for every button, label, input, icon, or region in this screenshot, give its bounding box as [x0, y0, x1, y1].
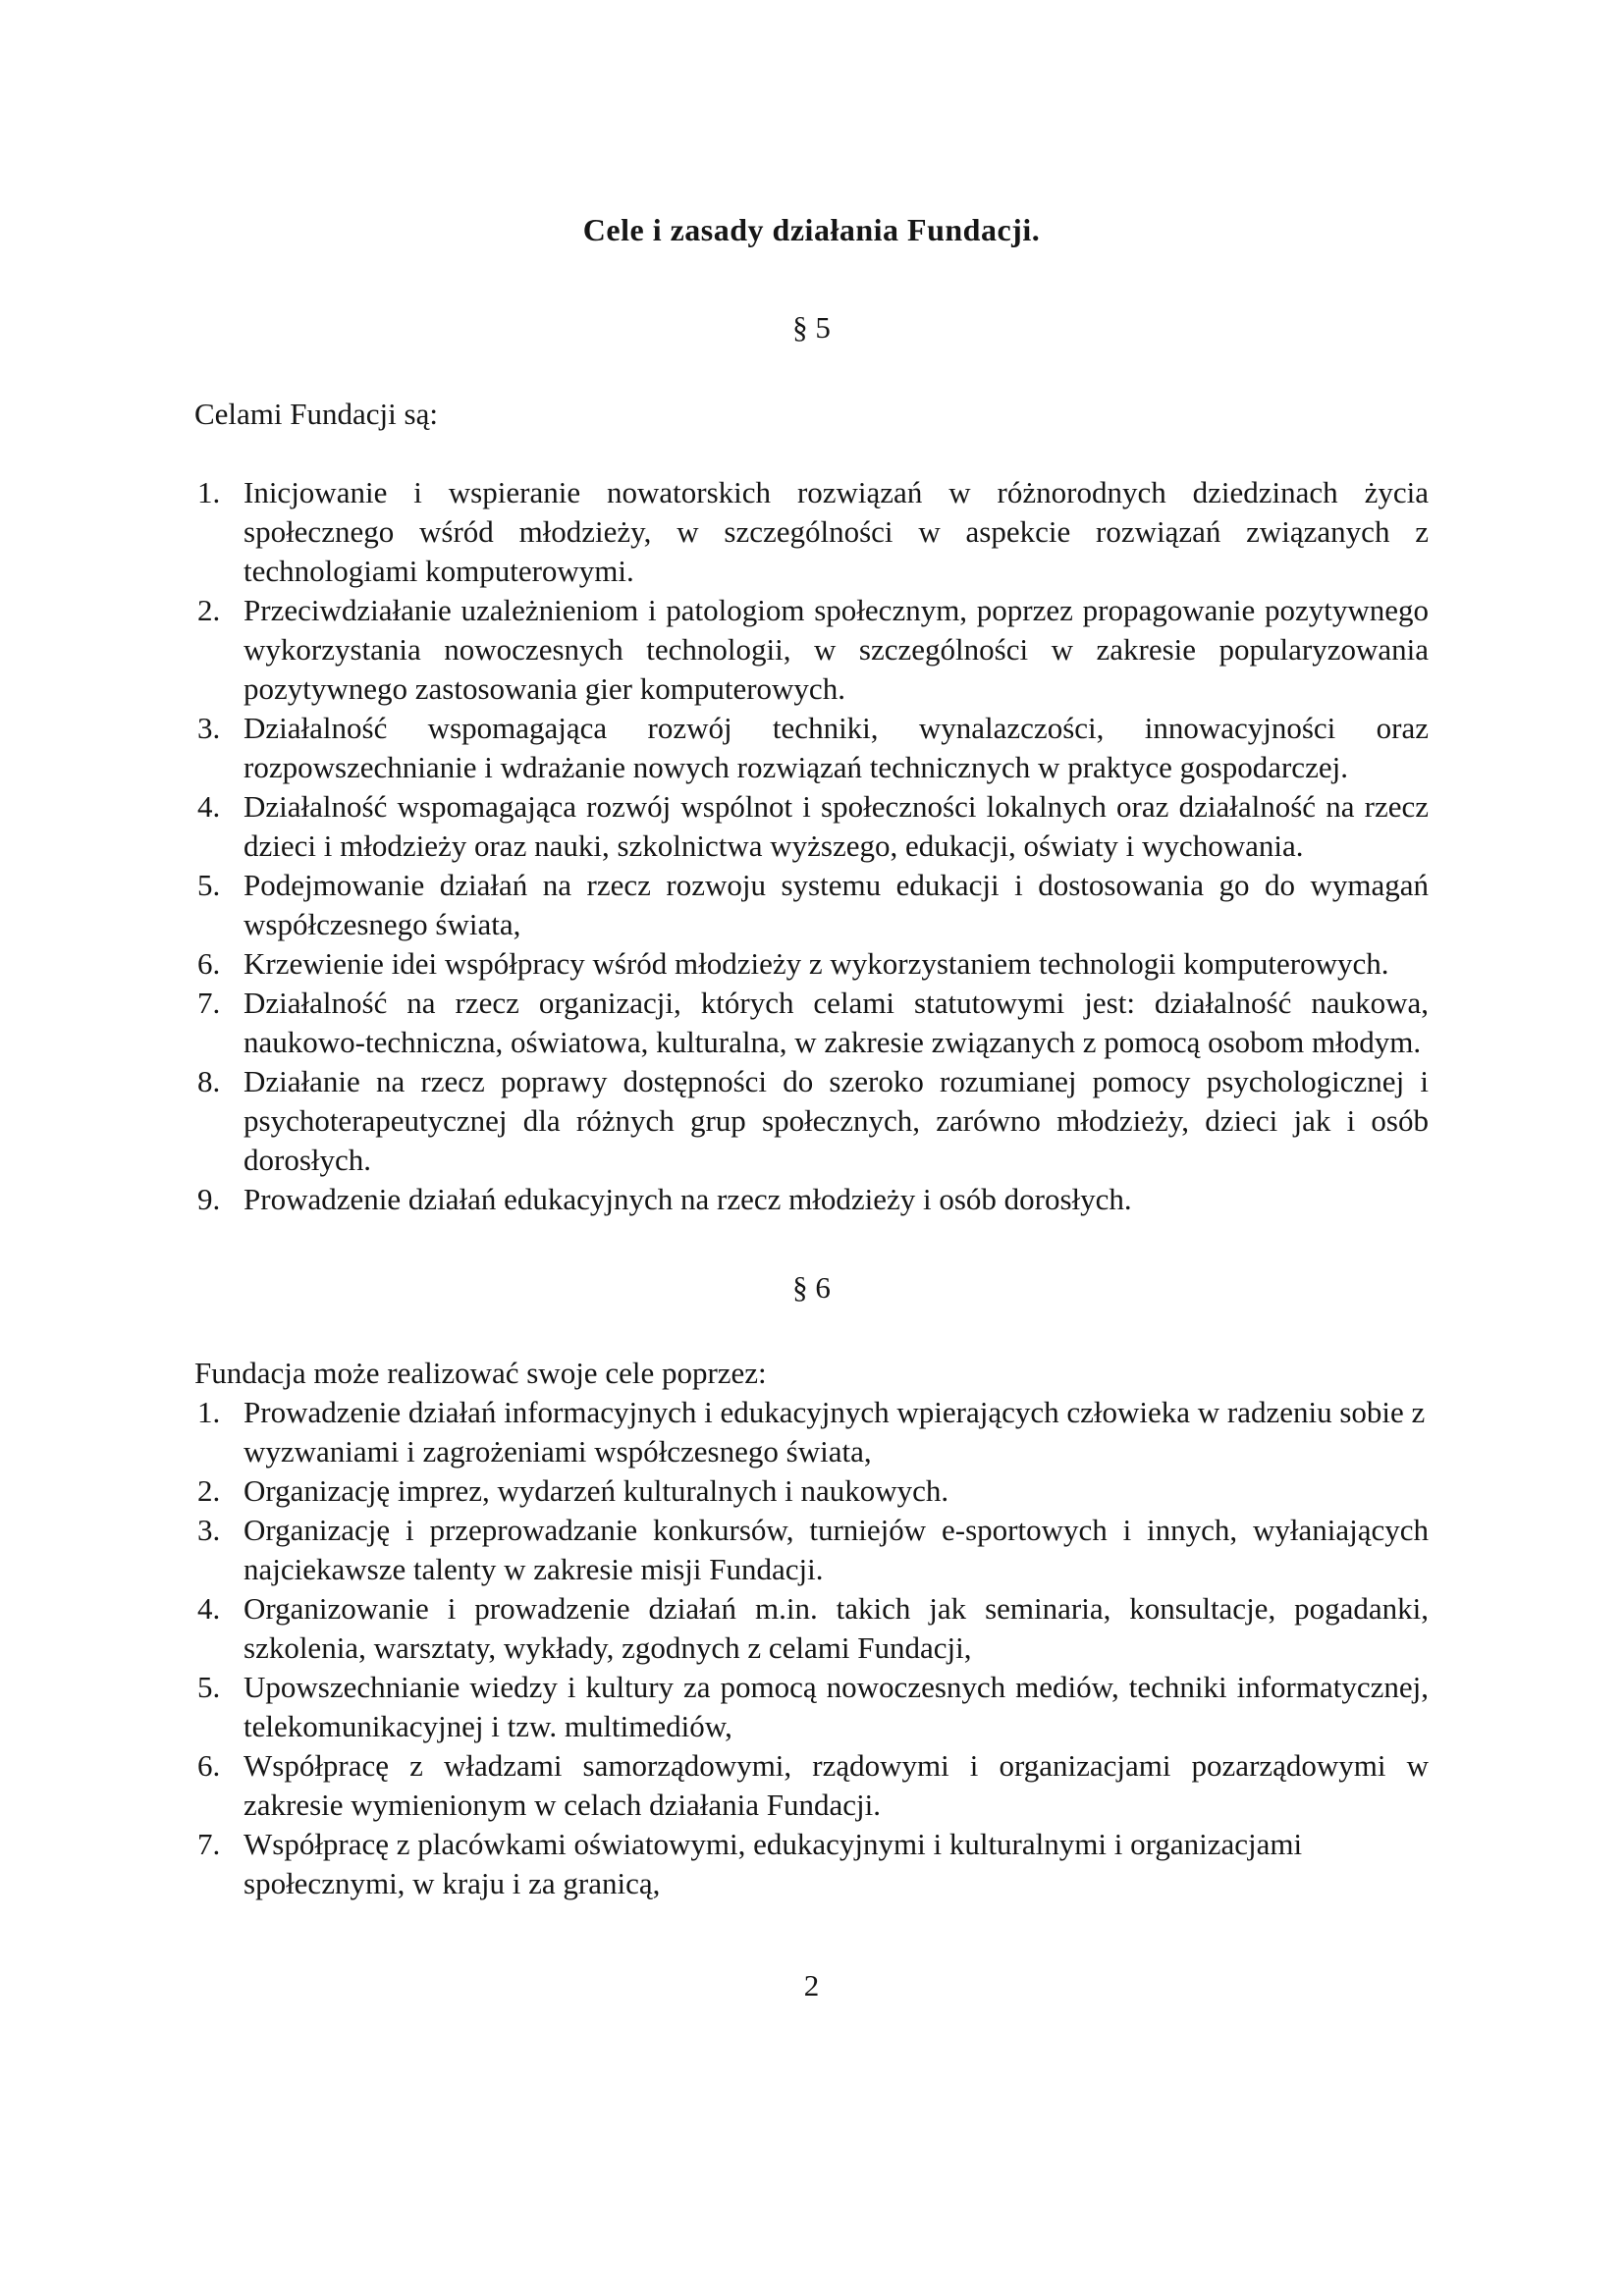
list-item-text: Działalność wspomagająca rozwój techniki, wynalazczości, innowacyjności oraz rozpowszechnianie i wdrażanie nowych rozwiązań technicznych w praktyce gospodarczej. — [244, 711, 1429, 784]
list-item-text: Działalność na rzecz organizacji, których celami statutowymi jest: działalność naukowa, naukowo-techniczna, oświatowa, kulturalna, w zakresie związanych z pomocą osobom młodym. — [244, 986, 1429, 1059]
list-item-number: 2. — [197, 593, 221, 627]
section-6-heading: § 6 — [792, 1270, 831, 1305]
list-item-text: Działanie na rzecz poprawy dostępności do szeroko rozumianej pomocy psychologicznej i psychoterapeutycznej dla różnych grup społecznych, zarówno młodzieży, dzieci jak i osób dorosłych. — [244, 1064, 1429, 1177]
list-item — [194, 1393, 1429, 1471]
section-6-intro: Fundacja może realizować swoje cele poprzez: — [194, 1356, 767, 1390]
section-5-list — [194, 473, 1429, 1219]
list-item-text: Działalność wspomagająca rozwój wspólnot i społeczności lokalnych oraz działalność na rzecz dzieci i młodzieży oraz nauki, szkolnictwa wyższego, edukacji, oświaty i wychowania. — [244, 789, 1429, 863]
section-5-intro: Celami Fundacji są: — [194, 397, 438, 431]
list-item — [194, 1589, 1429, 1668]
list-item — [194, 591, 1429, 709]
list-item-number: 5. — [197, 868, 221, 902]
list-item-number: 6. — [197, 946, 221, 981]
list-item-text: Prowadzenie działań edukacyjnych na rzecz młodzieży i osób dorosłych. — [244, 1182, 1132, 1216]
list-item-number: 8. — [197, 1064, 221, 1098]
list-item-number: 2. — [197, 1473, 221, 1508]
list-item — [194, 787, 1429, 866]
list-item-text: Organizowanie i prowadzenie działań m.in. takich jak seminaria, konsultacje, pogadanki, szkolenia, warsztaty, wykłady, zgodnych z celami Fundacji, — [244, 1591, 1429, 1665]
list-item-text: Organizację imprez, wydarzeń kulturalnych i naukowych. — [244, 1473, 949, 1508]
list-item-number: 5. — [197, 1670, 221, 1704]
list-item — [194, 1180, 1429, 1219]
section-5-heading: § 5 — [792, 310, 831, 345]
list-item-number: 3. — [197, 1513, 221, 1547]
list-item-number: 1. — [197, 1395, 221, 1429]
list-item-number: 6. — [197, 1748, 221, 1783]
list-item-text: Krzewienie idei współpracy wśród młodzieży z wykorzystaniem technologii komputerowych. — [244, 946, 1389, 981]
list-item — [194, 1668, 1429, 1746]
list-item — [194, 1471, 1429, 1511]
list-item — [194, 1062, 1429, 1180]
list-item-number: 9. — [197, 1182, 221, 1216]
list-item-number: 4. — [197, 1591, 221, 1626]
document-title: Cele i zasady działania Fundacji. — [582, 212, 1041, 247]
list-item — [194, 1746, 1429, 1825]
list-item-text: Współpracę z placówkami oświatowymi, edukacyjnymi i kulturalnymi i organizacjami społecznymi, w kraju i za granicą, — [244, 1827, 1303, 1900]
list-item-number: 7. — [197, 986, 221, 1020]
list-item-text: Przeciwdziałanie uzależnieniom i patologiom społecznym, poprzez propagowanie pozytywnego wykorzystania nowoczesnych technologii, w szczególności w zakresie popularyzowania pozytywnego zastosowania gier komputerowych. — [244, 593, 1429, 706]
page-number: 2 — [803, 1968, 820, 2002]
list-item — [194, 944, 1429, 984]
list-item — [194, 866, 1429, 944]
section-6-list — [194, 1393, 1429, 1903]
list-item-number: 4. — [197, 789, 221, 824]
list-item — [194, 1511, 1429, 1589]
list-item-text: Organizację i przeprowadzanie konkursów, turniejów e-sportowych i innych, wyłaniających najciekawsze talenty w zakresie misji Fundacji. — [244, 1513, 1429, 1586]
list-item-text: Prowadzenie działań informacyjnych i edukacyjnych wpierających człowieka w radzeniu sobie z wyzwaniami i zagrożeniami współczesnego świata, — [244, 1395, 1426, 1468]
list-item-text: Upowszechnianie wiedzy i kultury za pomocą nowoczesnych mediów, techniki informatycznej, telekomunikacyjnej i tzw. multimediów, — [244, 1670, 1429, 1743]
list-item — [194, 709, 1429, 787]
list-item — [194, 1825, 1429, 1903]
list-item-number: 1. — [197, 475, 221, 509]
page-content — [194, 0, 1429, 2005]
list-item-text: Współpracę z władzami samorządowymi, rządowymi i organizacjami pozarządowymi w zakresie wymienionym w celach działania Fundacji. — [244, 1748, 1429, 1822]
list-item-text: Podejmowanie działań na rzecz rozwoju systemu edukacji i dostosowania go do wymagań współczesnego świata, — [244, 868, 1429, 941]
list-item — [194, 984, 1429, 1062]
list-item — [194, 473, 1429, 591]
list-item-number: 7. — [197, 1827, 221, 1861]
list-item-text: Inicjowanie i wspieranie nowatorskich rozwiązań w różnorodnych dziedzinach życia społecznego wśród młodzieży, w szczególności w aspekcie rozwiązań związanych z technologiami komputerowymi. — [244, 475, 1429, 588]
list-item-number: 3. — [197, 711, 221, 745]
